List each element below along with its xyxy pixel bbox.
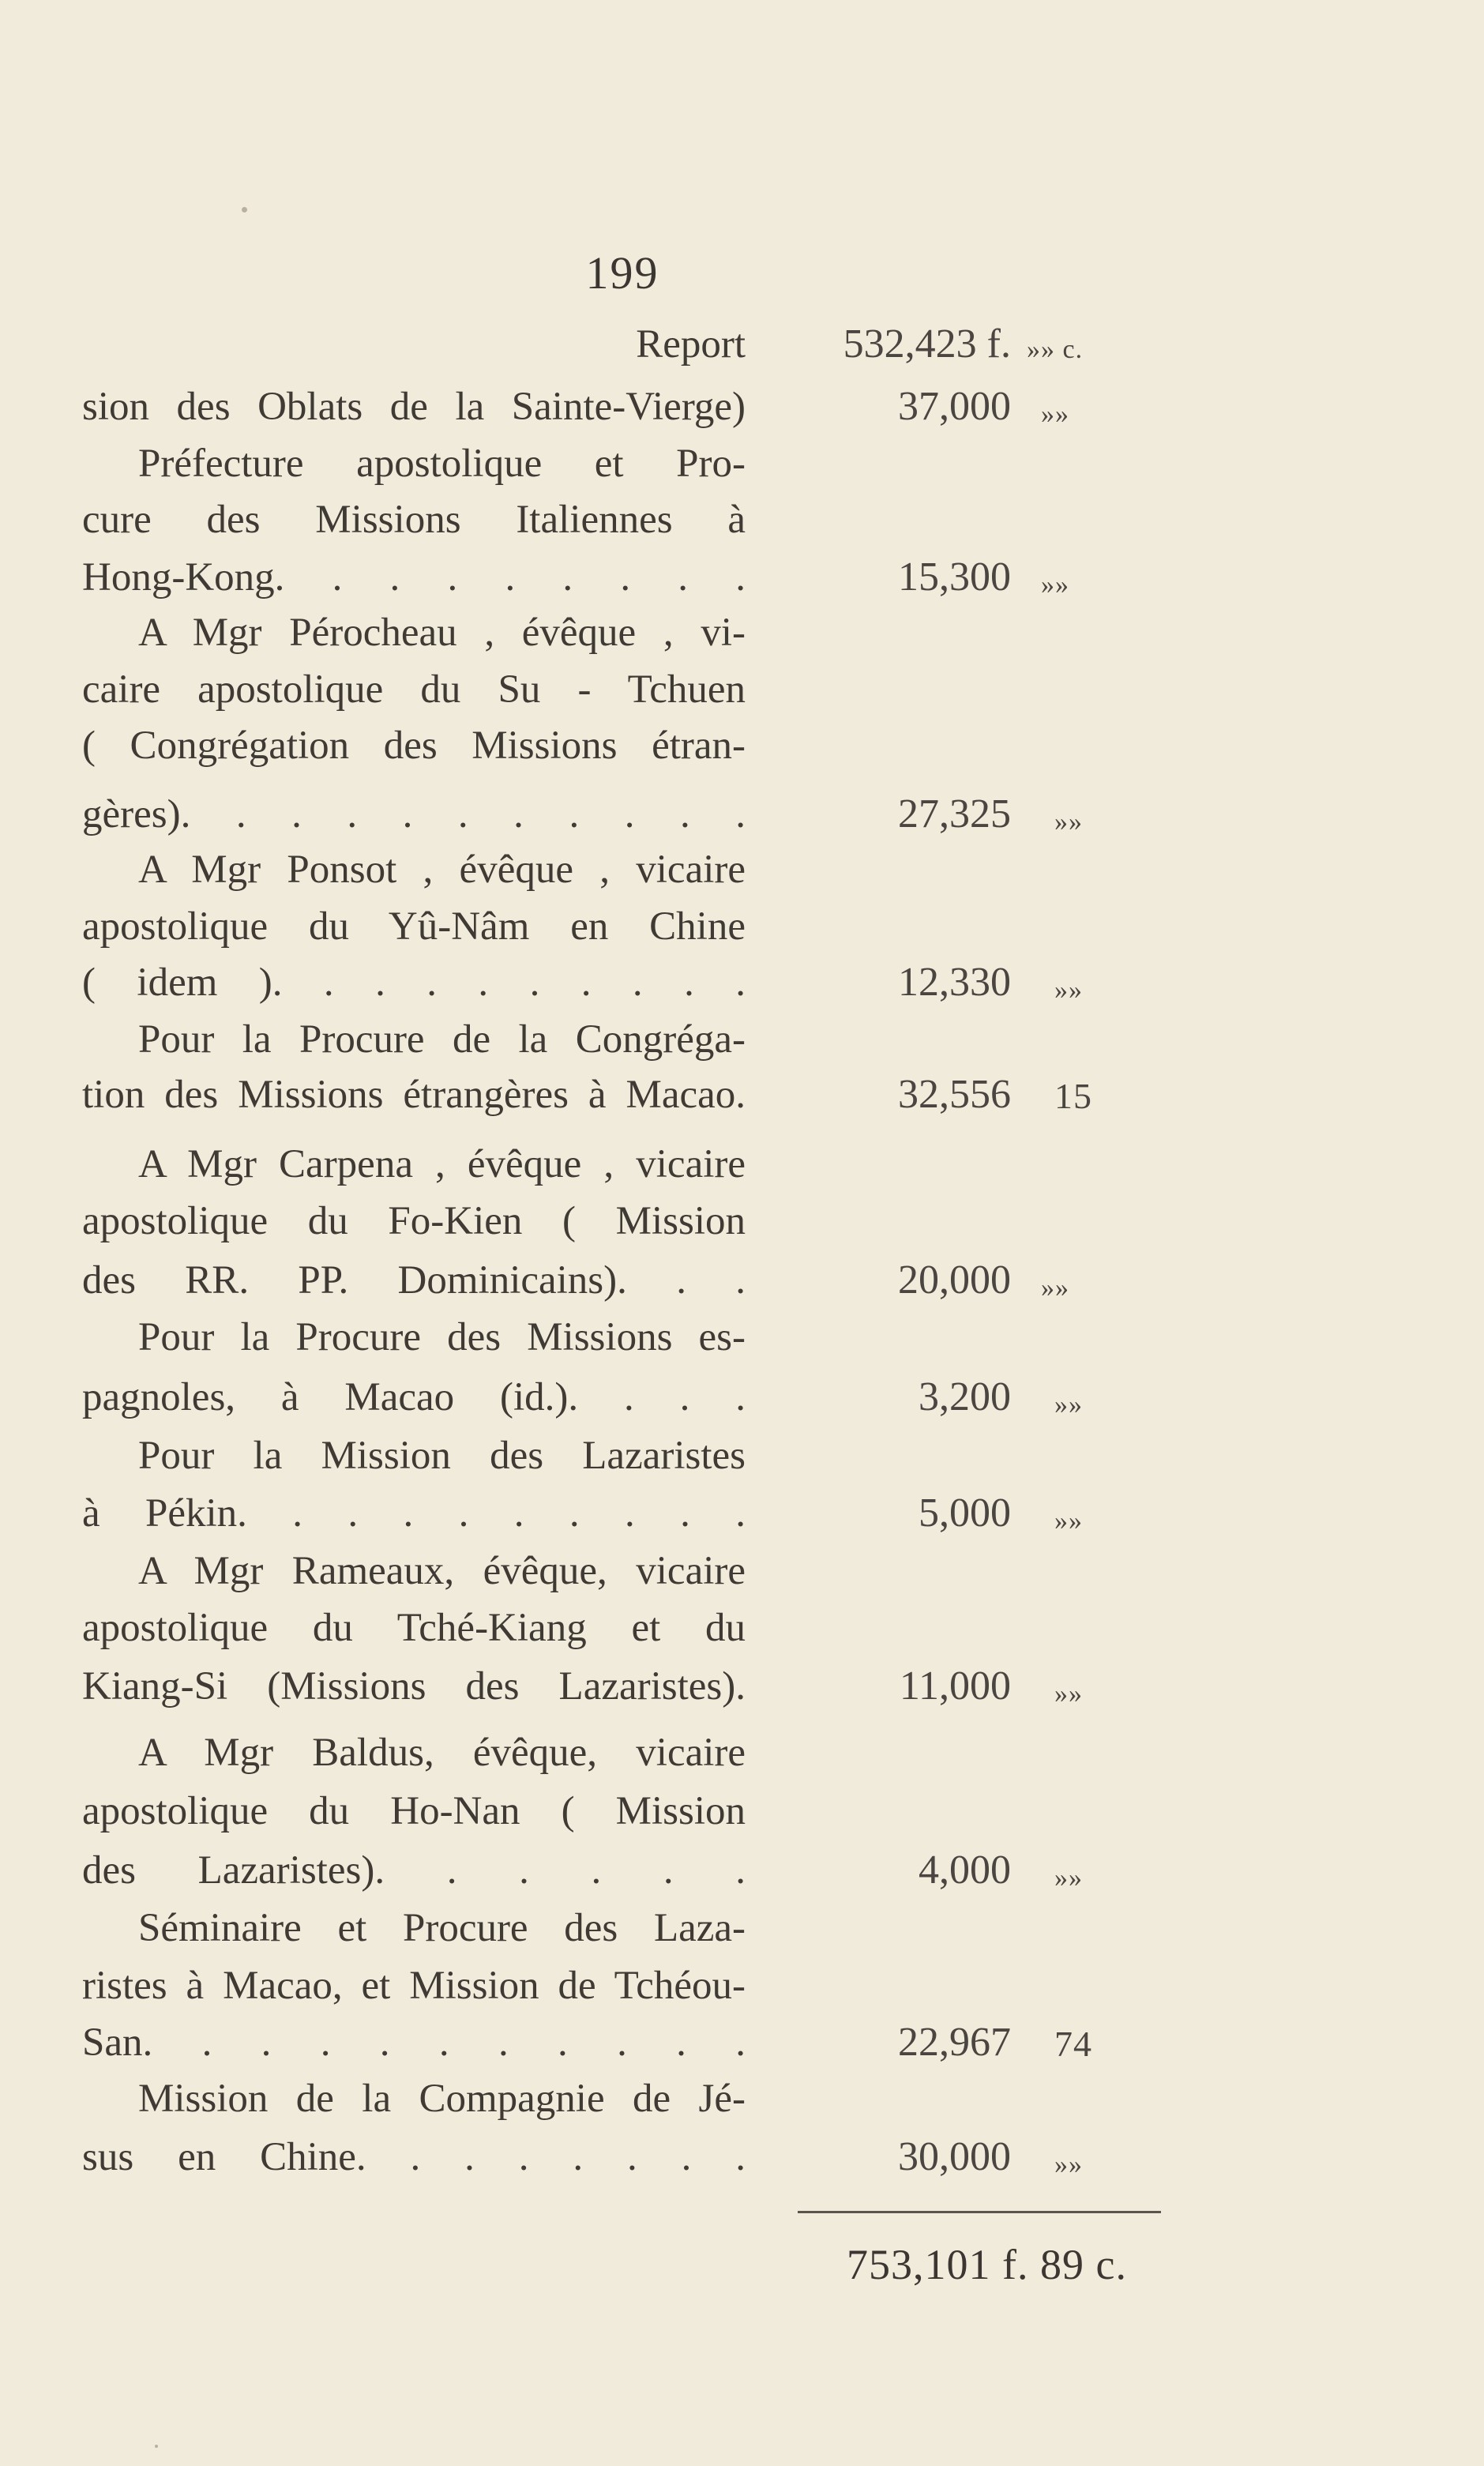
text-line: cure des Missions Italiennes à bbox=[82, 498, 746, 542]
text-line: sus en Chine. . . . . . . . bbox=[82, 2135, 746, 2179]
total-rule bbox=[798, 2211, 1161, 2213]
amount-cents: »» bbox=[1054, 807, 1083, 836]
paper-speck bbox=[155, 2445, 158, 2448]
paper-speck bbox=[242, 207, 247, 212]
amount-cents: »» bbox=[1054, 1390, 1083, 1419]
text-line: ( Congrégation des Missions étran- bbox=[82, 724, 746, 768]
text-line: A Mgr Baldus, évêque, vicaire bbox=[138, 1731, 746, 1775]
amount-value: 15,300 bbox=[898, 554, 1011, 600]
text-line: apostolique du Yû-Nâm en Chine bbox=[82, 904, 746, 949]
amount-cents: »» bbox=[1054, 1679, 1083, 1709]
amount-value: 30,000 bbox=[898, 2134, 1011, 2179]
text-line: ( idem ). . . . . . . . . . bbox=[82, 960, 746, 1005]
carried-amount: 532,423 f. bbox=[843, 321, 1011, 367]
text-line: Mission de la Compagnie de Jé- bbox=[138, 2077, 746, 2121]
amount-value: 5,000 bbox=[919, 1491, 1011, 1536]
text-line: gères). . . . . . . . . . . bbox=[82, 792, 746, 836]
amount-cents: »» bbox=[1041, 570, 1069, 600]
text-line: Préfecture apostolique et Pro- bbox=[138, 442, 746, 486]
page-number: 199 bbox=[585, 247, 659, 299]
amount-value: 4,000 bbox=[919, 1848, 1011, 1893]
text-line: caire apostolique du Su - Tchuen bbox=[82, 667, 746, 712]
text-line: des RR. PP. Dominicains). . . bbox=[82, 1258, 746, 1303]
amount-cents: »» bbox=[1054, 1863, 1083, 1893]
text-line: A Mgr Carpena , évêque , vicaire bbox=[138, 1142, 746, 1186]
text-line: à Pékin. . . . . . . . . . bbox=[82, 1491, 746, 1536]
amount-value: 32,556 bbox=[898, 1072, 1011, 1117]
text-line: San. . . . . . . . . . . bbox=[82, 2021, 746, 2065]
text-line: apostolique du Tché-Kiang et du bbox=[82, 1606, 746, 1650]
amount-cents: 15 bbox=[1054, 1076, 1092, 1116]
amount-cents: »» bbox=[1041, 400, 1069, 429]
text-line: tion des Missions étrangères à Macao. bbox=[82, 1073, 746, 1117]
amount-cents: »» bbox=[1041, 1273, 1069, 1303]
carried-label: Report bbox=[636, 322, 746, 367]
text-line: A Mgr Ponsot , évêque , vicaire bbox=[138, 848, 746, 892]
text-line: A Mgr Rameaux, évêque, vicaire bbox=[138, 1549, 746, 1593]
amount-cents: »» bbox=[1054, 2150, 1083, 2179]
amount-cents: »» bbox=[1054, 975, 1083, 1005]
text-line: ristes à Macao, et Mission de Tchéou- bbox=[82, 1964, 746, 2008]
amount-value: 22,967 bbox=[898, 2020, 1011, 2065]
amount-cents: »» bbox=[1054, 1506, 1083, 1536]
amount-value: 3,200 bbox=[919, 1374, 1011, 1419]
amount-value: 11,000 bbox=[899, 1663, 1011, 1709]
amount-value: 37,000 bbox=[898, 384, 1011, 429]
carried-cents: »» c. bbox=[1027, 335, 1084, 364]
text-line: Pour la Procure des Missions es- bbox=[138, 1315, 746, 1359]
text-line: Kiang-Si (Missions des Lazaristes). bbox=[82, 1664, 746, 1709]
text-line: Pour la Mission des Lazaristes bbox=[138, 1434, 746, 1478]
text-line: A Mgr Pérocheau , évêque , vi- bbox=[138, 611, 746, 655]
amount-value: 20,000 bbox=[898, 1257, 1011, 1303]
amount-value: 27,325 bbox=[898, 791, 1011, 836]
text-line: pagnoles, à Macao (id.). . . . bbox=[82, 1375, 746, 1419]
grand-total: 753,101 f. 89 c. bbox=[847, 2241, 1127, 2288]
text-line: apostolique du Fo-Kien ( Mission bbox=[82, 1199, 746, 1243]
text-line: apostolique du Ho-Nan ( Mission bbox=[82, 1789, 746, 1833]
text-line: Séminaire et Procure des Laza- bbox=[138, 1906, 746, 1950]
text-line: sion des Oblats de la Sainte-Vierge) bbox=[82, 385, 746, 429]
amount-value: 12,330 bbox=[898, 960, 1011, 1005]
text-line: des Lazaristes). . . . . . bbox=[82, 1848, 746, 1893]
amount-cents: 74 bbox=[1054, 2024, 1092, 2064]
text-line: Pour la Procure de la Congréga- bbox=[138, 1017, 746, 1062]
text-line: Hong-Kong. . . . . . . . . bbox=[82, 555, 746, 600]
